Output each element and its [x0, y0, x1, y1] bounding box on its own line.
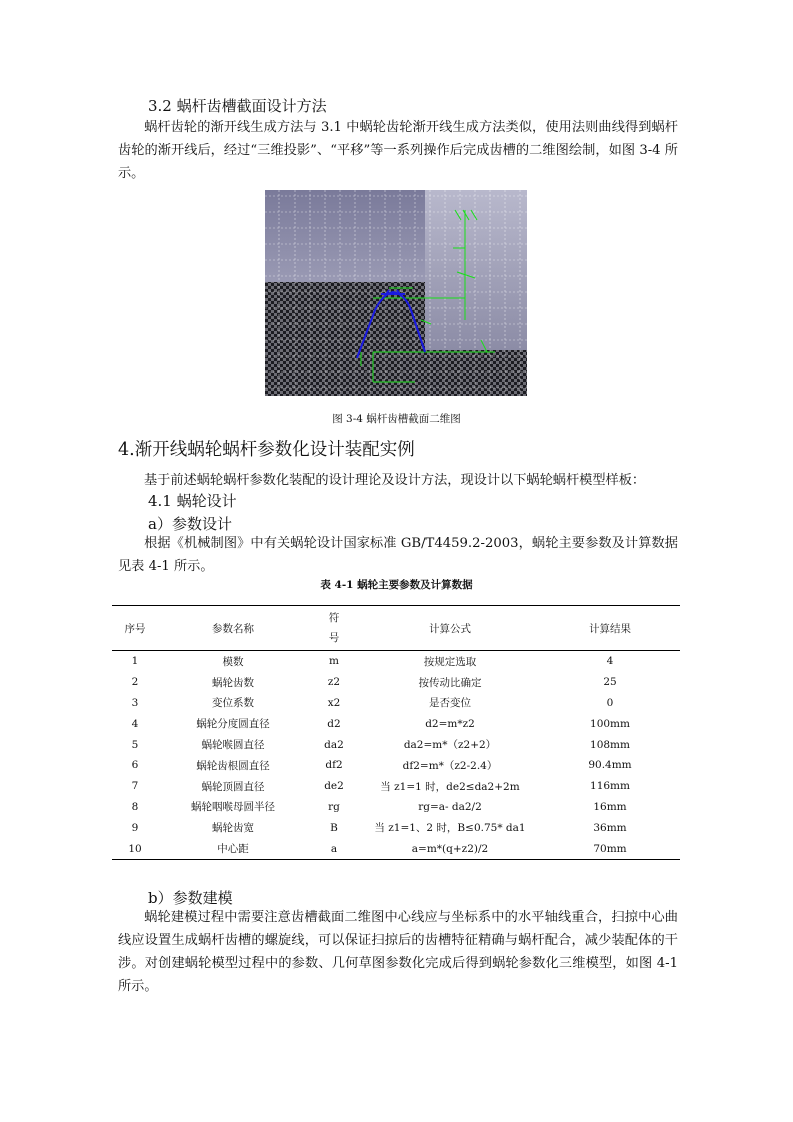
- table-row: [112, 755, 680, 776]
- section-4-intro-text: 基于前述蜗轮蜗杆参数化装配的设计理论及设计方法，现设计以下蜗轮蜗杆模型样板：: [144, 473, 646, 488]
- cell-symbol: m: [329, 655, 339, 668]
- cell-name: 蜗轮分度圆直径: [196, 718, 270, 731]
- cell-formula: 当 z1=1、2 时，B≤0.75* da1: [374, 822, 526, 835]
- cell-symbol: de2: [324, 780, 344, 793]
- figure-3-4-image: [265, 190, 527, 396]
- table-row: [112, 672, 680, 693]
- section-4-title: 4.渐开线蜗轮蜗杆参数化设计装配实例: [118, 440, 415, 460]
- cell-formula: d2=m*z2: [425, 717, 475, 730]
- cell-no: 9: [131, 821, 139, 834]
- cell-name: 蜗轮喉圆直径: [201, 739, 265, 752]
- cell-result: 116mm: [590, 780, 630, 793]
- cell-no: 7: [131, 780, 139, 793]
- cell-formula: rg=a- da2/2: [418, 800, 482, 813]
- cell-name: 中心距: [217, 843, 249, 856]
- cell-formula: 当 z1=1 时，de2≤da2+2m: [380, 780, 520, 793]
- section-3-2-title: 3.2 蜗杆齿槽截面设计方法: [148, 97, 327, 115]
- cell-symbol: rg: [328, 800, 340, 813]
- cell-symbol: B: [330, 821, 338, 834]
- table-row: [112, 651, 680, 672]
- cell-no: 2: [131, 676, 139, 689]
- cell-no: 4: [131, 717, 139, 730]
- header-no: 序号: [124, 622, 146, 635]
- cell-symbol: a: [330, 842, 338, 855]
- cell-no: 8: [131, 800, 139, 813]
- section-a-text: 根据《机械制图》中有关蜗轮设计国家标准 GB/T4459.2-2003，蜗轮主要参数及计算数据见表 4-1 所示。: [118, 536, 678, 574]
- cell-result: 70mm: [593, 842, 627, 855]
- cell-no: 10: [128, 842, 142, 855]
- section-4-intro: [118, 469, 678, 492]
- table-row: [112, 817, 680, 838]
- cell-result: 25: [603, 676, 617, 689]
- table-row: [112, 776, 680, 797]
- cell-formula: 是否变位: [429, 697, 471, 710]
- cell-name: 蜗轮顶圆直径: [201, 780, 265, 793]
- section-b-title: b）参数建模: [148, 889, 233, 907]
- cell-name: 蜗轮齿数: [212, 676, 254, 689]
- header-name: 参数名称: [212, 622, 254, 635]
- cell-result: 36mm: [593, 821, 627, 834]
- cell-symbol: z2: [327, 676, 341, 689]
- header-symbol: 符号: [328, 612, 340, 644]
- cell-symbol: df2: [325, 759, 343, 772]
- table-row: [112, 713, 680, 734]
- cell-formula: da2=m*（z2+2）: [403, 739, 497, 752]
- cell-symbol: da2: [324, 738, 344, 751]
- table-row: [112, 838, 680, 859]
- cell-result: 100mm: [590, 717, 630, 730]
- cell-formula: 按传动比确定: [418, 676, 482, 689]
- cell-formula: a=m*(q+z2)/2: [411, 842, 489, 855]
- header-result: 计算结果: [589, 622, 631, 635]
- section-b-paragraph: [118, 906, 678, 998]
- cell-name: 蜗轮齿宽: [212, 822, 254, 835]
- figure-3-4-caption: 图 3-4 蜗杆齿槽截面二维图: [332, 413, 461, 425]
- worm-groove-sketch: [265, 190, 527, 396]
- cell-no: 5: [131, 738, 139, 751]
- section-4-1-title: 4.1 蜗轮设计: [148, 492, 237, 510]
- cell-name: 蜗轮齿根圆直径: [196, 759, 270, 772]
- cell-result: 16mm: [593, 800, 627, 813]
- table-row: [112, 797, 680, 818]
- cell-result: 4: [606, 655, 614, 668]
- table-4-1-caption: 表 4-1 蜗轮主要参数及计算数据: [320, 579, 473, 591]
- table-row: [112, 734, 680, 755]
- right-panel: [425, 190, 527, 350]
- cell-result: 0: [606, 696, 614, 709]
- section-3-2-text: 蜗杆齿轮的渐开线生成方法与 3.1 中蜗轮齿轮渐开线生成方法类似，使用法则曲线得到蜗杆齿轮的渐开线后，经过“三维投影”、“平移”等一系列操作后完成齿槽的二维图绘制，如图 3-4 所示。: [118, 120, 678, 181]
- section-b-text: 蜗轮建模过程中需要注意齿槽截面二维图中心线应与坐标系中的水平轴线重合，扫掠中心曲线应设置生成蜗杆齿槽的螺旋线，可以保证扫掠后的齿槽特征精确与蜗杆配合，减少装配体的干涉。对创建蜗轮模型过程中的参数、几何草图参数化完成后得到蜗轮参数化三维模型，如图 4-1 所示。: [118, 910, 678, 994]
- header-formula: 计算公式: [429, 622, 471, 635]
- cell-no: 1: [131, 655, 139, 668]
- parameters-table: [112, 605, 680, 860]
- section-a-paragraph: [118, 532, 678, 578]
- cell-formula: df2=m*（z2-2.4）: [402, 759, 498, 772]
- cell-result: 90.4mm: [588, 759, 632, 772]
- cell-symbol: x2: [327, 696, 341, 709]
- cell-name: 模数: [222, 655, 244, 668]
- cell-name: 变位系数: [212, 697, 254, 710]
- table-header-row: [112, 606, 680, 651]
- table-row: [112, 693, 680, 714]
- cell-no: 6: [131, 759, 139, 772]
- section-3-2-paragraph: [118, 116, 678, 185]
- cell-no: 3: [131, 696, 139, 709]
- cell-formula: 按规定选取: [423, 655, 477, 668]
- cell-symbol: d2: [327, 717, 341, 730]
- cell-result: 108mm: [590, 738, 630, 751]
- cell-name: 蜗轮咽喉母圆半径: [191, 801, 275, 814]
- section-a-title: a）参数设计: [148, 515, 232, 533]
